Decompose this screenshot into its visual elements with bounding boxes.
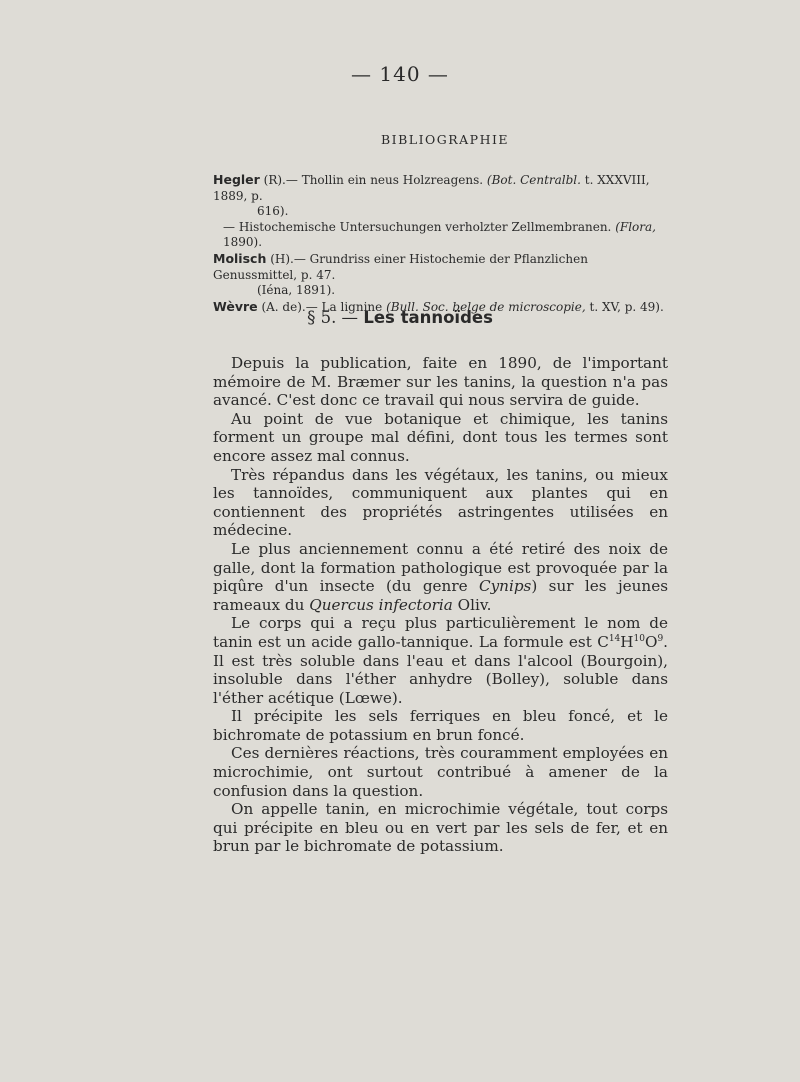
bib-details: t. XXXVIII, 1889, p. xyxy=(213,173,650,203)
bib-title: Grundriss einer Histochemie der Pflanzlichen Genussmittel, p. 47. xyxy=(213,251,588,282)
paragraph xyxy=(213,540,668,614)
formula-element: H xyxy=(620,632,634,651)
bibliography-entry xyxy=(213,220,673,251)
bibliography-entry xyxy=(213,251,673,299)
paragraph: On appelle tanin, en microchimie végétale, tout corps qui précipite en bleu ou en vert par les sels de fer, et en brun par le bichromate de potassium. xyxy=(213,800,668,856)
chapter-title-text: Les tannoïdes xyxy=(363,308,493,327)
paragraph: Depuis la publication, faite en 1890, de l'important mémoire de M. Bræmer sur les tanins, la question n'a pas avancé. C'est donc ce travail qui nous servira de guide. xyxy=(213,354,668,410)
bibliography-entry xyxy=(213,172,673,220)
bib-details-continued: (Iéna, 1891). xyxy=(257,283,336,298)
formula-subscript: 9 xyxy=(657,633,664,644)
section-heading: BIBLIOGRAPHIE xyxy=(380,132,510,147)
paragraph-text: Oliv. xyxy=(457,595,492,614)
bib-journal: (Bot. Centralbl. xyxy=(486,173,581,187)
bib-details: 1890). xyxy=(223,235,263,250)
bib-initials: (R).— xyxy=(263,173,298,187)
bib-journal: (Flora, xyxy=(615,219,656,234)
formula-subscript: 10 xyxy=(633,633,645,644)
bibliography-list xyxy=(213,172,673,315)
bib-title: Thollin ein neus Holzreagens. xyxy=(301,173,484,187)
paragraph: Au point de vue botanique et chimique, les tanins forment un groupe mal défini, dont tous les termes sont encore assez mal connus. xyxy=(213,409,668,465)
chapter-number: § 5. — xyxy=(307,308,359,327)
paragraph-text: Le corps qui a reçu plus particulièrement le nom de tanin est un acide gallo-tannique. La formule est C xyxy=(213,614,668,651)
formula-element: O xyxy=(644,632,658,651)
bib-dash: — xyxy=(223,219,235,234)
paragraph: Il précipite les sels ferriques en bleu foncé, et le bichromate de potassium en brun foncé. xyxy=(213,707,668,744)
bib-details: t. XV, p. 49). xyxy=(589,299,664,314)
paragraph: Très répandus dans les végétaux, les tanins, ou mieux les tannoïdes, communiquent aux plantes qui en contiennent des propriétés astringentes utilisées en médecine. xyxy=(213,465,668,540)
genus-name: Cynips xyxy=(478,577,532,596)
bib-initials: (H).— xyxy=(270,251,306,266)
bib-title: Histochemische Untersuchungen verholzter Zellmembranen. xyxy=(238,219,612,234)
species-name: Quercus infectoria xyxy=(309,595,453,614)
bib-title: La lignine xyxy=(321,299,383,314)
paragraph xyxy=(213,614,668,707)
paragraph-text: . Il est très soluble dans l'eau et dans l'alcool (Bourgoin), insoluble dans l'éther anhydre (Bolley), soluble dans l'éther acétique (Lœwe). xyxy=(213,632,668,707)
formula-subscript: 14 xyxy=(608,633,621,644)
bib-details-continued: 616). xyxy=(257,204,289,219)
bib-initials: (A. de).— xyxy=(261,299,318,314)
paragraph-text: ) sur les jeunes rameaux du xyxy=(213,577,668,614)
page-number: — 140 — xyxy=(351,62,449,86)
bib-author: Wèvre xyxy=(213,298,258,314)
paragraph: Ces dernières réactions, très couramment employées en microchimie, ont surtout contribué à amener de la confusion dans la question. xyxy=(213,744,668,800)
body-text xyxy=(213,354,668,856)
bib-journal: (Bull. Soc. belge de microscopie, xyxy=(386,299,586,314)
bib-author: Molisch xyxy=(213,250,267,266)
bib-author: Hegler xyxy=(213,172,260,187)
chapter-title xyxy=(0,308,800,327)
paragraph-text: Le plus anciennement connu a été retiré des noix de galle, dont la formation pathologique est provoquée par la piqûre d'un insecte (du genre xyxy=(213,539,668,596)
